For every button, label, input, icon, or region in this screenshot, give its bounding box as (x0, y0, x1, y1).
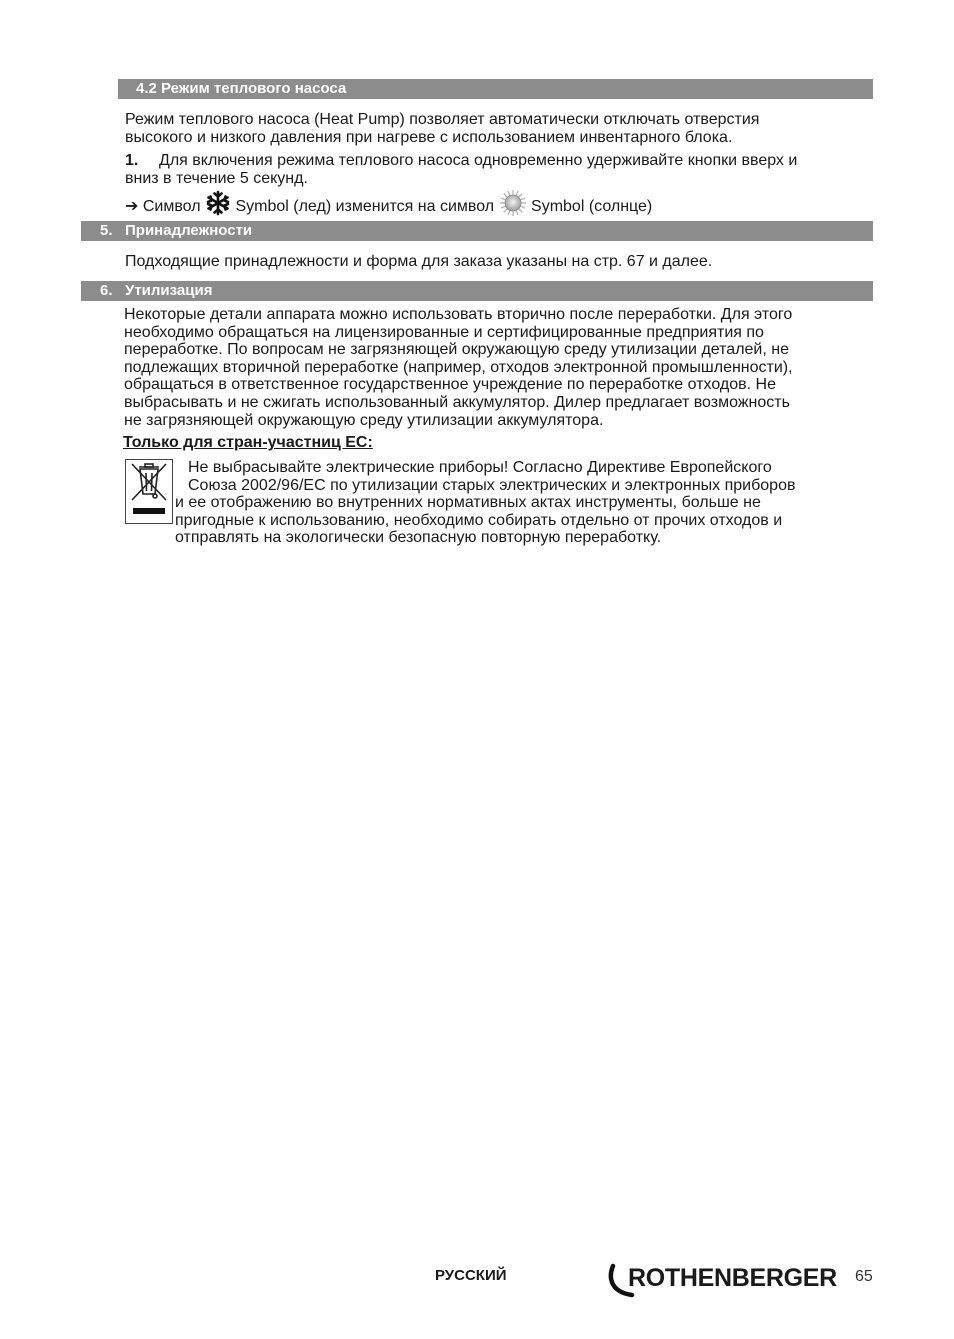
step-1 (125, 152, 865, 187)
step-text-cont: вниз в течение 5 секунд. (125, 169, 308, 187)
step-text: Для включения режима теплового насоса одновременно удерживайте кнопки вверх и (159, 152, 798, 169)
intro-line: Режим теплового насоса (Heat Pump) позволяет автоматически отключать отверстия (125, 111, 760, 128)
eu-line: и ее отображению во внутренних нормативных актах инструменты, больше не (175, 494, 761, 512)
eu-heading: Только для стран-участниц ЕС: (123, 434, 373, 451)
section-6-title: Утилизация (125, 282, 213, 299)
eu-line: Не выбрасывайте электрические приборы! Согласно Директиве Европейского (188, 459, 772, 476)
paragraph-line: не загрязняющей окружающую среду утилизации аккумулятора. (124, 411, 604, 429)
eu-line: пригодные к использованию, необходимо собирать отдельно от прочих отходов и (175, 511, 783, 529)
section-4-2-title: 4.2 Режим теплового насоса (136, 80, 347, 97)
paragraph-line: обращаться в ответственное государственное учреждение по переработке отходов. Не (124, 376, 776, 394)
sun-icon (499, 189, 527, 225)
intro-line: высокого и низкого давления при нагреве с использованием инвентарного блока. (125, 128, 733, 146)
snowflake-icon (205, 190, 231, 224)
paragraph-line: выбрасывать и не сжигать использованный аккумулятор. Дилер предлагает возможность (124, 393, 790, 411)
brand-logo (606, 1262, 846, 1302)
step-number: 1. (125, 152, 139, 169)
paragraph-line: переработке. По вопросам не загрязняющей окружающую среду утилизации деталей, не (124, 341, 789, 359)
crossed-bin-icon (125, 459, 173, 524)
result-text-2: Symbol (лед) изменится на символ (235, 198, 495, 216)
section-5-header (81, 221, 873, 241)
result-line (125, 189, 652, 225)
section-5-text: Подходящие принадлежности и форма для заказа указаны на стр. 67 и далее. (125, 253, 713, 270)
eu-line: Союза 2002/96/ЕС по утилизации старых электрических и электронных приборов (188, 476, 796, 494)
section-6-header (81, 281, 873, 301)
section-4-2-intro (125, 111, 759, 146)
section-6-paragraph (124, 306, 864, 429)
arrow-icon: ➔ (125, 198, 139, 216)
brand-name: ROTHENBERGER (628, 1264, 837, 1292)
paragraph-line: необходимо обращаться на лицензированные и сертифицированные предприятия по (124, 323, 764, 341)
section-5-title: Принадлежности (125, 222, 253, 239)
page-number: 65 (855, 1268, 873, 1285)
result-text-3: Symbol (солнце) (531, 198, 653, 216)
eu-line: отправлять на экологически безопасную повторную переработку. (175, 529, 662, 547)
section-4-2-header (118, 79, 873, 99)
result-text-1: Символ (142, 198, 201, 216)
eu-text (175, 459, 865, 547)
paragraph-line: подлежащих вторичной переработке (например, отходов электронной промышленности), (124, 358, 793, 376)
footer-language: РУССКИЙ (435, 1267, 507, 1284)
section-6-number: 6. (100, 282, 113, 299)
section-5-number: 5. (100, 222, 113, 239)
paragraph-line: Некоторые детали аппарата можно использовать вторично после переработки. Для этого (124, 306, 793, 323)
